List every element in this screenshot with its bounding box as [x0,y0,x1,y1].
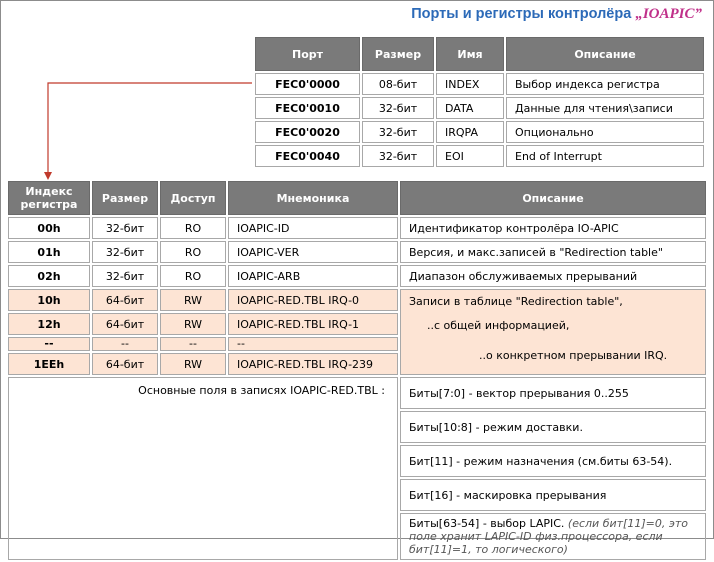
redirection-row [8,289,706,311]
ports-header-name: Имя [436,37,504,71]
redirection-description [400,289,706,375]
port-row [255,97,704,119]
port-address: FEC0'0010 [255,97,360,119]
port-desc: End of Interrupt [506,145,704,167]
register-access: RW [160,289,226,311]
register-mnemonic: IOAPIC-VER [228,241,398,263]
register-mnemonic: IOAPIC-ID [228,217,398,239]
port-size: 08-бит [362,73,434,95]
regs-header-access: Доступ [160,181,226,215]
register-access: -- [160,337,226,351]
port-size: 32-бит [362,121,434,143]
field-item: Бит[11] - режим назначения (см.биты 63-54). [400,445,706,477]
port-address: FEC0'0020 [255,121,360,143]
register-desc: Диапазон обслуживаемых прерываний [400,265,706,287]
port-name: INDEX [436,73,504,95]
port-address: FEC0'0000 [255,73,360,95]
port-size: 32-бит [362,145,434,167]
register-mnemonic: IOAPIC-RED.TBL IRQ-239 [228,353,398,375]
register-size: 32-бит [92,265,158,287]
register-index: 00h [8,217,90,239]
register-access: RW [160,313,226,335]
register-access: RO [160,241,226,263]
regs-header-mnemonic: Мнемоника [228,181,398,215]
register-size: -- [92,337,158,351]
register-size: 64-бит [92,289,158,311]
port-desc: Опционально [506,121,704,143]
fields-note [8,377,398,560]
field-item: Бит[16] - маскировка прерывания [400,479,706,511]
port-row [255,145,704,167]
ports-header-row [255,37,704,71]
register-access: RW [160,353,226,375]
register-index: 1EEh [8,353,90,375]
field-item: Биты[10:8] - режим доставки. [400,411,706,443]
register-size: 32-бит [92,241,158,263]
field-item: Биты[7:0] - вектор прерывания 0..255 [400,377,706,409]
register-index: 01h [8,241,90,263]
ports-header-port: Порт [255,37,360,71]
title-accent: „IOAPIC” [635,6,702,22]
regs-header-row [8,181,706,215]
register-row [8,241,706,263]
field-last-note: (если бит[11]=0, это поле хранит LAPIC-ID физ.процессора, если бит[11]=1, то логического) [409,517,689,556]
fields-note-text: Основные поля в записях IOAPIC-RED.TBL : [138,384,385,397]
redir-desc-line: Записи в таблице "Redirection table", [409,295,623,308]
register-mnemonic: IOAPIC-RED.TBL IRQ-1 [228,313,398,335]
ports-header-size: Размер [362,37,434,71]
port-name: IRQPA [436,121,504,143]
register-index: 02h [8,265,90,287]
port-name: DATA [436,97,504,119]
register-row [8,265,706,287]
register-index: 10h [8,289,90,311]
port-desc: Данные для чтения\записи [506,97,704,119]
redir-desc-line: ..с общей информацией, [427,319,570,332]
register-size: 32-бит [92,217,158,239]
port-row [255,121,704,143]
regs-header-index: Индекс регистра [8,181,90,215]
register-index: 12h [8,313,90,335]
redir-desc-line: ..о конкретном прерывании IRQ. [479,349,668,362]
regs-header-size: Размер [92,181,158,215]
port-row [255,73,704,95]
register-access: RO [160,265,226,287]
ports-table [253,35,706,169]
register-size: 64-бит [92,313,158,335]
ports-header-desc: Описание [506,37,704,71]
registers-table [6,179,708,562]
register-mnemonic: IOAPIC-ARB [228,265,398,287]
register-mnemonic: -- [228,337,398,351]
field-last-text: Биты[63-54] - выбор LAPIC. [409,517,565,530]
port-size: 32-бит [362,97,434,119]
field-item-last [400,513,706,560]
register-index: -- [8,337,90,351]
port-desc: Выбор индекса регистра [506,73,704,95]
register-mnemonic: IOAPIC-RED.TBL IRQ-0 [228,289,398,311]
register-row [8,217,706,239]
port-name: EOI [436,145,504,167]
register-size: 64-бит [92,353,158,375]
field-row [8,377,706,409]
register-desc: Версия, и макс.записей в "Redirection table" [400,241,706,263]
port-address: FEC0'0040 [255,145,360,167]
title-main: Порты и регистры контролёра [411,6,632,22]
register-desc: Идентификатор контролёра IO-APIC [400,217,706,239]
register-access: RO [160,217,226,239]
regs-header-desc: Описание [400,181,706,215]
